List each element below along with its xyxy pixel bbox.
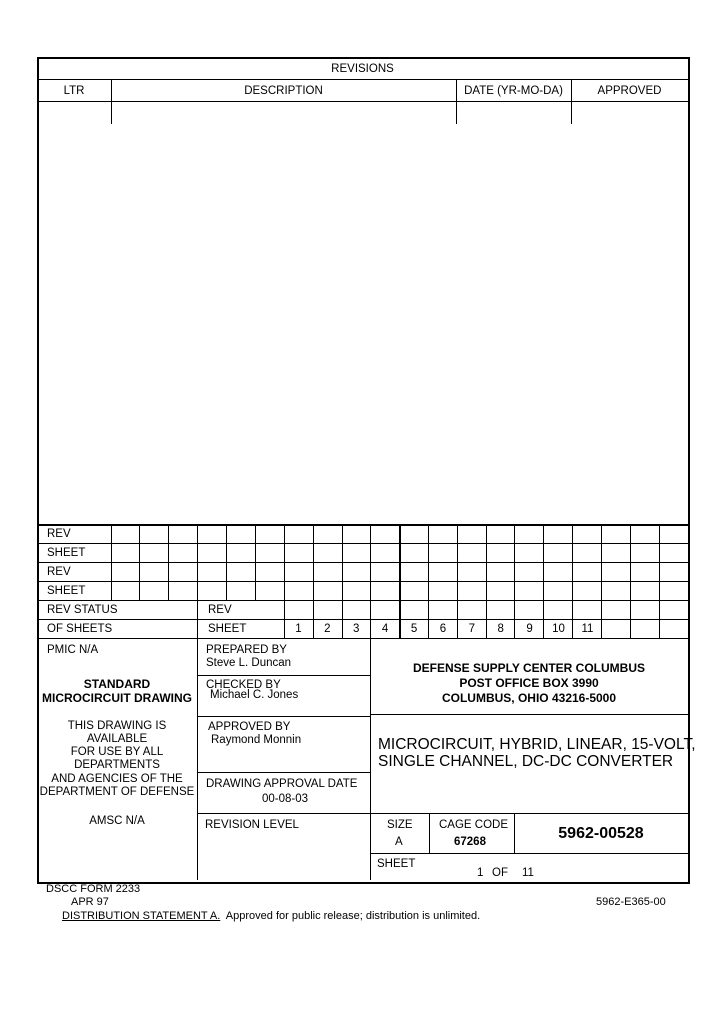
divider — [197, 600, 198, 880]
divider — [197, 675, 370, 676]
sheet-number: 3 — [353, 623, 360, 635]
drawing-number: 5962-00528 — [558, 825, 644, 842]
sheet-number: 7 — [468, 623, 476, 635]
col-ltr: LTR — [63, 85, 85, 97]
cage-label: CAGE CODE — [439, 819, 509, 831]
rev-status-label: REV STATUS — [47, 604, 118, 616]
sheet-label: SHEET — [208, 623, 247, 635]
prepared-name: Steve L. Duncan — [206, 657, 292, 669]
standard-label: STANDARD — [83, 677, 151, 691]
checked-label: CHECKED BY — [206, 679, 281, 691]
availability-line: AND AGENCIES OF THE — [51, 773, 183, 785]
agency-line: DEFENSE SUPPLY CENTER COLUMBUS — [412, 661, 646, 675]
sheet-total: 11 — [522, 867, 534, 879]
divider — [370, 813, 371, 880]
grid-line — [139, 524, 140, 600]
divider — [370, 853, 688, 854]
approved-name: Raymond Monnin — [211, 734, 302, 746]
grid-line — [514, 524, 515, 638]
col-approved: APPROVED — [597, 85, 662, 97]
grid-line — [37, 619, 688, 620]
distribution-label: DISTRIBUTION STATEMENT A. — [62, 910, 221, 922]
col-date: DATE (YR-MO-DA) — [464, 85, 563, 97]
of-sheets-label: OF SHEETS — [47, 623, 113, 635]
sheet-number: 6 — [439, 623, 447, 635]
title-line: MICROCIRCUIT, HYBRID, LINEAR, 15-VOLT, — [378, 736, 696, 753]
document-code: 5962-E365-00 — [596, 896, 666, 908]
grid-line — [428, 524, 429, 638]
grid-line — [630, 524, 631, 638]
grid-line — [486, 524, 487, 638]
col-description: DESCRIPTION — [244, 85, 323, 97]
grid-line — [37, 524, 688, 526]
divider — [370, 714, 688, 715]
grid-line — [457, 524, 458, 638]
grid-line — [370, 524, 371, 638]
availability-line: THIS DRAWING IS — [67, 720, 167, 732]
size-value: A — [395, 836, 403, 848]
distribution-statement — [62, 910, 480, 923]
divider — [37, 638, 688, 639]
grid-line — [37, 543, 688, 544]
sheet-number: 10 — [552, 623, 565, 635]
sheet-number: 5 — [410, 623, 418, 635]
grid-line — [601, 524, 602, 638]
divider — [37, 101, 688, 102]
checked-name: Michael C. Jones — [210, 689, 299, 701]
sheet-number: 9 — [526, 623, 533, 635]
divider — [197, 716, 370, 717]
rev-label: REV — [208, 604, 232, 616]
grid-line — [37, 600, 688, 601]
form-number: DSCC FORM 2233 — [46, 883, 141, 895]
grid-line — [168, 524, 169, 600]
grid-line — [342, 524, 343, 638]
sheet-number: 1 — [295, 623, 302, 635]
grid-line — [197, 524, 198, 600]
availability-line: DEPARTMENT OF DEFENSE — [39, 786, 195, 798]
grid-line — [284, 524, 285, 638]
grid-line — [659, 524, 660, 638]
approval-date: 00-08-03 — [262, 793, 309, 805]
pmic: PMIC N/A — [47, 644, 99, 656]
title-line: SINGLE CHANNEL, DC-DC CONVERTER — [378, 753, 674, 770]
grid-line — [226, 524, 227, 600]
sheet-number: 11 — [581, 623, 594, 635]
cage-value: 67268 — [454, 836, 486, 848]
sheet-number: 4 — [381, 623, 389, 635]
grid-line — [543, 524, 544, 638]
amsc: AMSC N/A — [89, 815, 145, 827]
divider — [197, 813, 688, 814]
divider — [571, 79, 572, 124]
rev-label: REV — [47, 566, 71, 578]
grid-line — [399, 524, 401, 638]
grid-line — [37, 581, 688, 582]
grid-line — [37, 562, 688, 563]
divider — [37, 79, 688, 80]
availability-line: DEPARTMENTS — [74, 759, 160, 771]
divider — [111, 79, 112, 124]
grid-line — [313, 524, 314, 638]
revisions-title: REVISIONS — [331, 63, 394, 75]
approval-date-label: DRAWING APPROVAL DATE — [206, 778, 358, 790]
agency-line: COLUMBUS, OHIO 43216-5000 — [441, 691, 617, 705]
grid-line — [572, 524, 573, 638]
grid-line — [111, 524, 112, 600]
sheet-current: 1 — [477, 867, 484, 879]
sheet-of: OF — [492, 867, 508, 879]
sheet-number: 8 — [497, 623, 504, 635]
availability-line: AVAILABLE — [86, 733, 148, 745]
sheet-label: SHEET — [377, 858, 416, 870]
divider — [197, 772, 370, 773]
microcircuit-drawing-label: MICROCIRCUIT DRAWING — [42, 691, 192, 705]
prepared-label: PREPARED BY — [206, 644, 287, 656]
rev-label: REV — [47, 528, 71, 540]
availability-line: FOR USE BY ALL — [70, 746, 164, 758]
grid-line — [255, 524, 256, 600]
form-date: APR 97 — [71, 896, 109, 908]
revision-level-label: REVISION LEVEL — [205, 819, 299, 831]
size-label: SIZE — [387, 819, 413, 831]
agency-line: POST OFFICE BOX 3990 — [459, 676, 599, 690]
sheet-label: SHEET — [47, 585, 86, 597]
approved-label: APPROVED BY — [208, 721, 291, 733]
sheet-label: SHEET — [47, 547, 86, 559]
distribution-text: Approved for public release; distribution is unlimited. — [220, 910, 481, 922]
divider — [429, 813, 430, 853]
divider — [456, 79, 457, 124]
sheet-number: 2 — [324, 623, 331, 635]
